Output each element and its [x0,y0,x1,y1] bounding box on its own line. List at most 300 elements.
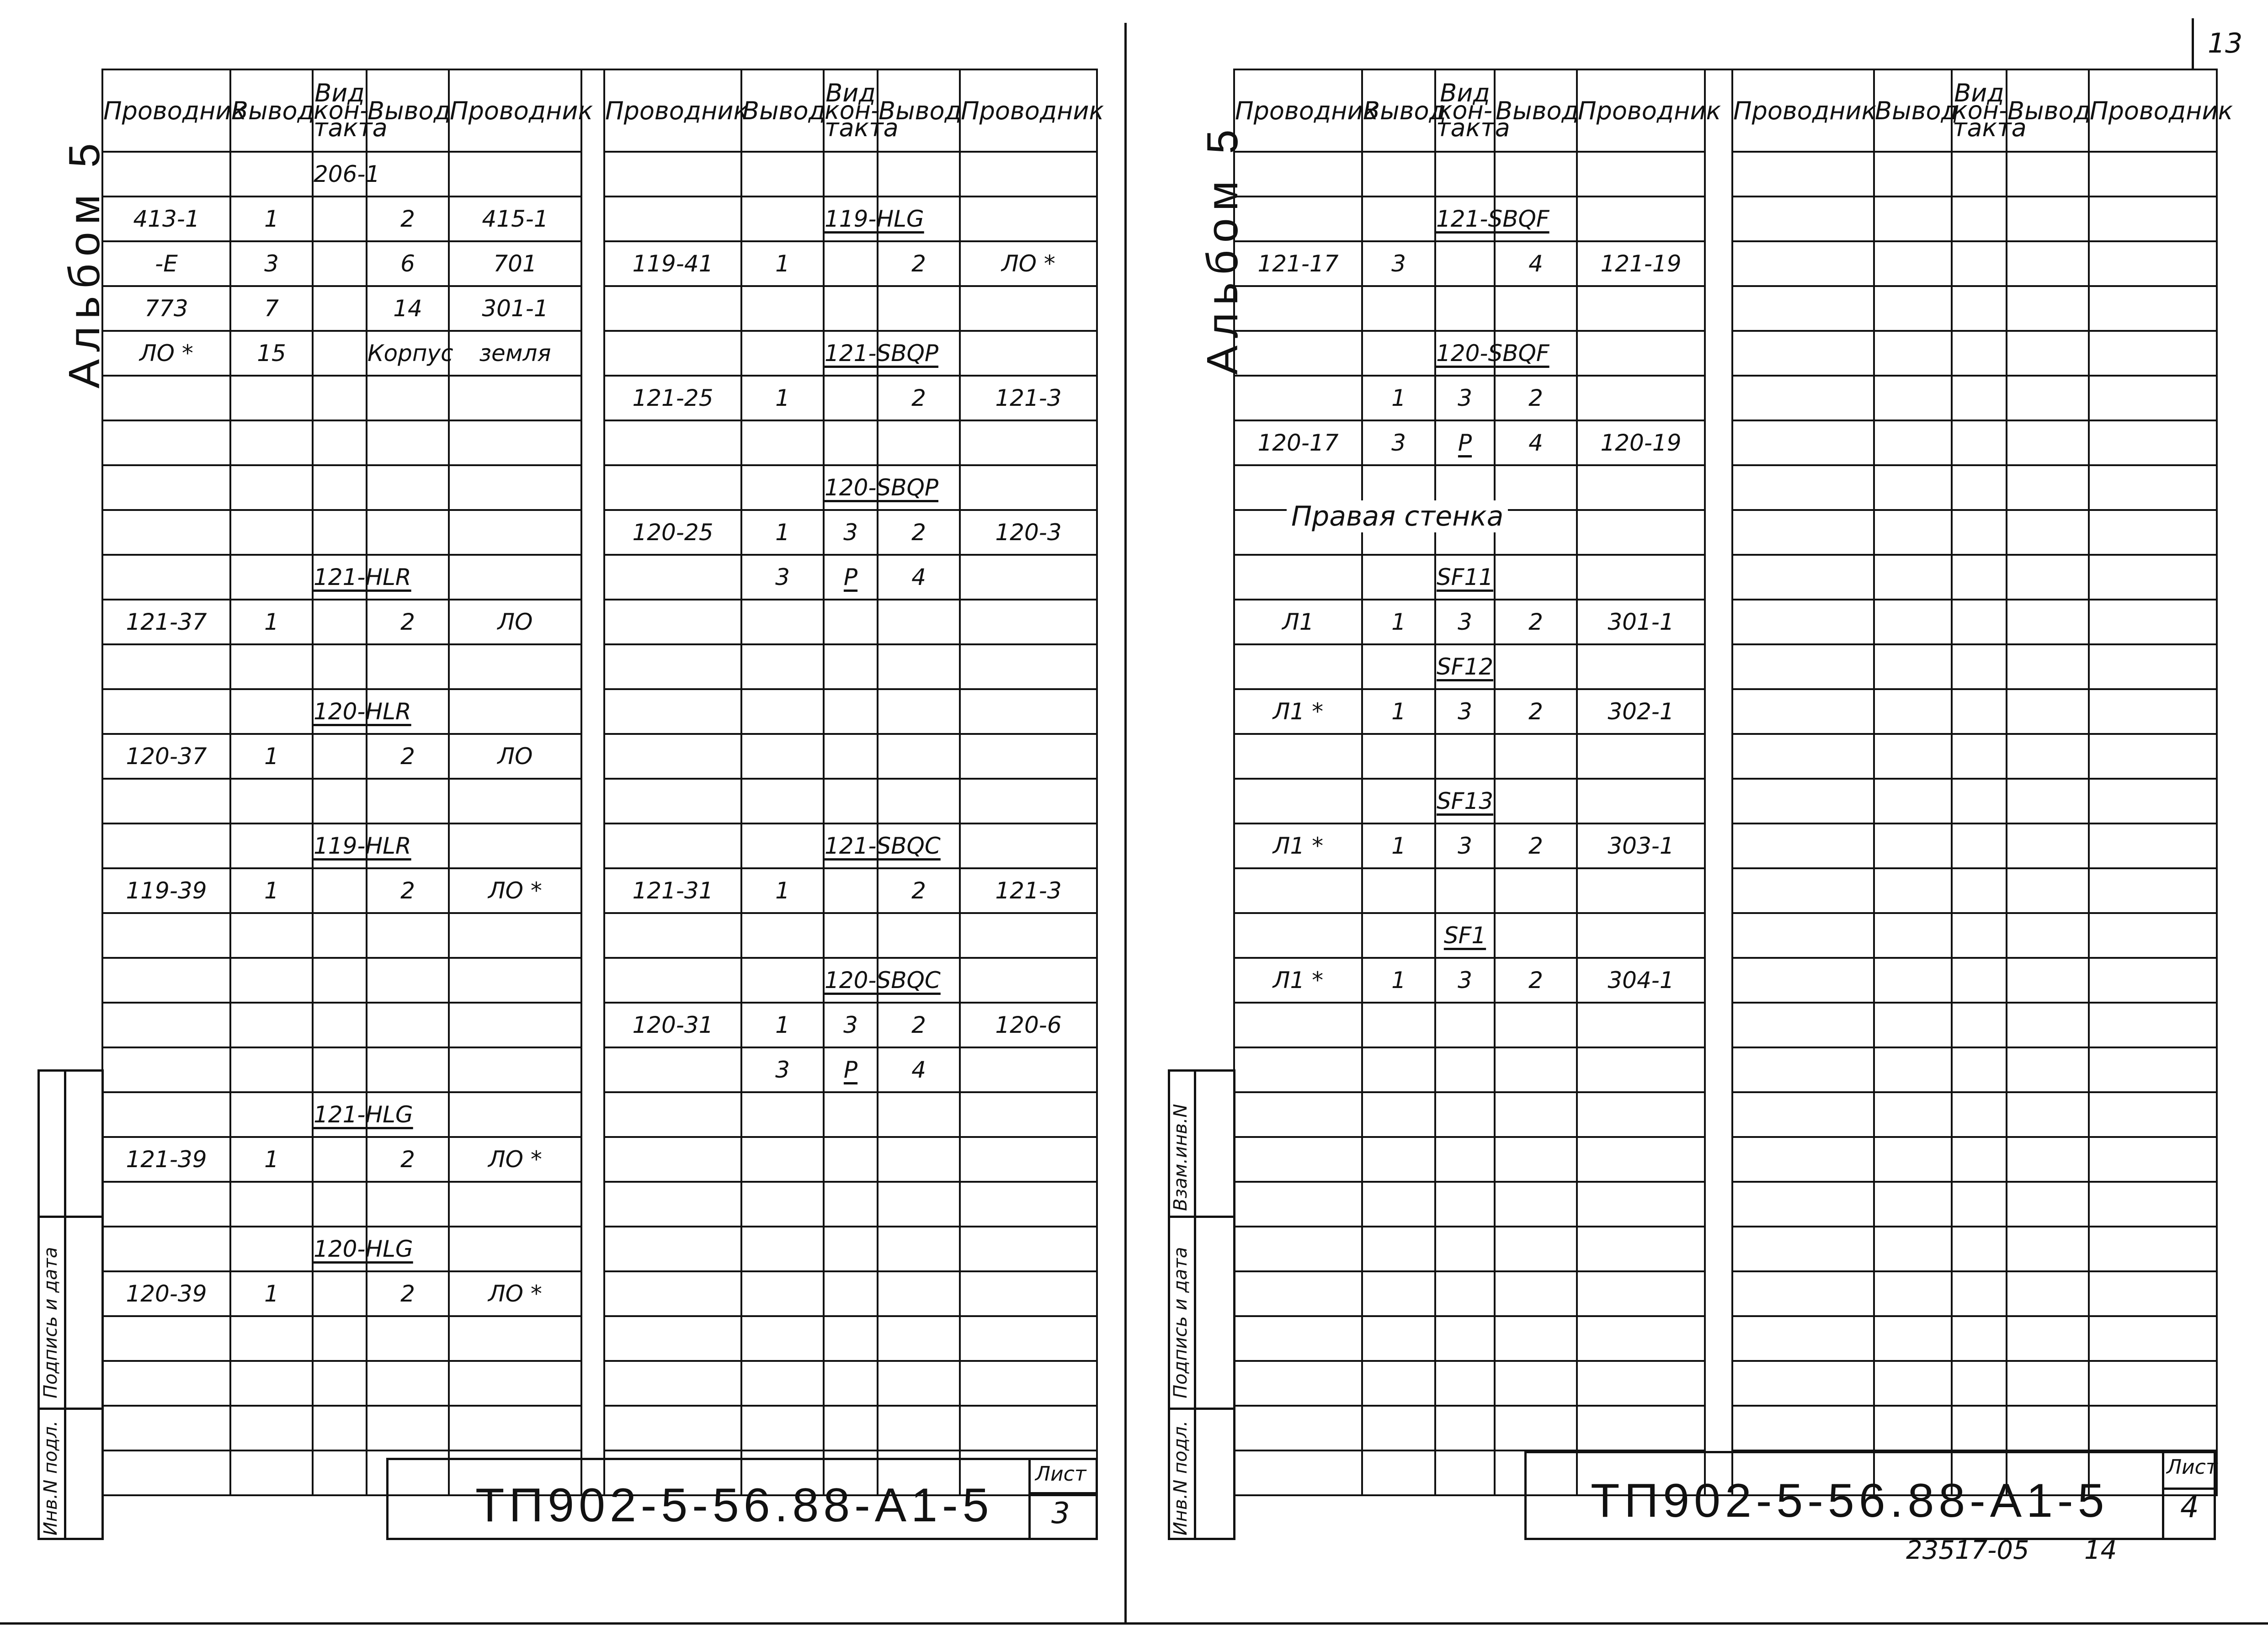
table-cell: Л1 * [1234,689,1362,734]
table-cell [604,1316,741,1361]
sheet4-header-row [1234,69,2217,152]
table-cell [1732,1137,1874,1182]
stamp-podpis-right: Подпись и дата [1170,1247,1191,1398]
table-cell [824,286,878,331]
column-header: Вид кон-такта [313,69,367,152]
table-cell [1577,465,1705,510]
table-cell [960,779,1097,824]
table-cell [1874,1361,1952,1406]
table-cell [1577,644,1705,689]
table-cell [1874,644,1952,689]
table-cell [230,1316,313,1361]
table-cell [2089,600,2217,644]
table-cell [1732,600,1874,644]
table-cell: 3 [741,555,824,600]
table-cell [878,689,960,734]
table-cell: ЛО * [449,868,581,913]
table-cell [1234,1092,1362,1137]
table-cell [1435,1271,1495,1316]
table-cell [1874,1316,1952,1361]
table-cell: 120-25 [604,510,741,555]
table-cell [1732,689,1874,734]
table-cell: 121-37 [102,600,230,644]
table-cell: 120-SBQF [1435,331,1495,376]
table-cell [1874,420,1952,465]
table-cell [1495,286,1577,331]
table-cell [1874,868,1952,913]
table-cell [604,1047,741,1092]
table-cell [102,689,230,734]
table-cell: 304-1 [1577,958,1705,1003]
table-cell: 2 [367,1137,449,1182]
table-cell [604,1406,741,1450]
page-number-mark [2192,18,2194,69]
table-cell [2089,958,2217,1003]
table-cell: 121-HLR [313,555,367,600]
table-cell [1952,241,2007,286]
table-cell [102,1316,230,1361]
table-cell [102,152,230,197]
table-cell: 4 [1495,241,1577,286]
table-cell [604,689,741,734]
table-cell [1234,1003,1362,1047]
table-cell [1495,644,1577,689]
table-cell [2007,824,2089,868]
table-cell [1234,1361,1362,1406]
table-cell [1952,1047,2007,1092]
table-cell [313,958,367,1003]
column-header: Вывод [230,69,313,152]
table-cell [878,1137,960,1182]
table-cell [878,913,960,958]
table-cell: 120-HLG [313,1227,367,1271]
table-cell [102,376,230,420]
column-header: Проводник [2089,69,2217,152]
table-cell [102,1406,230,1450]
table-cell [741,152,824,197]
table-cell: 1 [230,600,313,644]
table-cell [1577,152,1705,197]
table-cell [313,197,367,241]
table-cell [1362,1227,1435,1271]
table-cell [1577,1406,1705,1450]
sheet3-header-row [102,69,1097,152]
table-cell [741,1137,824,1182]
table-cell [1234,376,1362,420]
table-cell: 3 [230,241,313,286]
table-cell: 1 [230,868,313,913]
table-cell [313,1450,367,1495]
table-cell [2007,1092,2089,1137]
table-cell [878,1092,960,1137]
table-cell [2007,197,2089,241]
table-cell [1732,197,1874,241]
table-cell [960,1227,1097,1271]
table-cell: Л1 * [1234,824,1362,868]
table-cell [824,600,878,644]
table-cell: 120-3 [960,510,1097,555]
table-cell: 7 [230,286,313,331]
table-cell [313,331,367,376]
table-cell [449,1182,581,1227]
table-cell [313,1182,367,1227]
table-cell [1952,1137,2007,1182]
table-cell [102,1450,230,1495]
table-cell [824,1092,878,1137]
table-cell [313,465,367,510]
table-cell [1577,1182,1705,1227]
table-cell [102,1092,230,1137]
table-cell [313,644,367,689]
table-cell: 3 [1435,376,1495,420]
table-cell [2007,1406,2089,1450]
table-cell [2089,824,2217,868]
table-cell [449,913,581,958]
table-cell [102,958,230,1003]
table-cell [2007,420,2089,465]
table-cell [1435,1450,1495,1495]
table-cell [1234,1316,1362,1361]
table-cell [878,152,960,197]
table-cell [824,1271,878,1316]
table-cell [1435,734,1495,779]
table-cell [2007,958,2089,1003]
table-cell [2007,689,2089,734]
table-cell [449,689,581,734]
sheet3-doc-number: ТП902-5-56.88-А1-5 [475,1479,994,1532]
table-cell [604,331,741,376]
table-cell [1362,1047,1435,1092]
table-cell [824,1361,878,1406]
table-cell [449,465,581,510]
table-cell [2007,1316,2089,1361]
table-cell: 2 [367,197,449,241]
table-cell [604,824,741,868]
table-cell [313,1137,367,1182]
table-cell [1435,1182,1495,1227]
table-cell [230,465,313,510]
table-cell: 415-1 [449,197,581,241]
right-wall-note: Правая стенка [1287,500,1508,532]
table-cell [1234,1450,1362,1495]
table-cell [1732,1182,1874,1227]
table-cell [449,555,581,600]
table-cell [102,510,230,555]
sheet3-list-label: Лист [1035,1462,1086,1486]
table-cell [1732,420,1874,465]
table-cell [1874,465,1952,510]
table-cell: 120-SBQP [824,465,878,510]
table-cell [741,1271,824,1316]
table-cell [1435,1406,1495,1450]
table-cell [604,1271,741,1316]
table-cell: 2 [367,868,449,913]
table-cell [1952,376,2007,420]
table-cell: 120-17 [1234,420,1362,465]
table-cell [2089,913,2217,958]
table-cell: 206-1 [313,152,367,197]
table-cell [604,600,741,644]
table-cell [449,824,581,868]
table-cell [604,197,741,241]
table-cell [2007,555,2089,600]
table-cell [1362,286,1435,331]
table-cell [1732,286,1874,331]
column-header: Проводник [1234,69,1362,152]
table-cell [2089,152,2217,197]
table-cell [960,1137,1097,1182]
table-cell [741,1092,824,1137]
table-cell [1732,868,1874,913]
table-cell [2089,555,2217,600]
table-cell [960,1271,1097,1316]
table-cell: ЛО * [449,1137,581,1182]
table-cell [1495,868,1577,913]
table-cell: Л1 * [1234,958,1362,1003]
table-cell [2007,510,2089,555]
table-cell [1362,734,1435,779]
table-cell [449,1406,581,1450]
stamp-vzam: Взам.инв.N [1170,1104,1191,1211]
table-cell [2007,734,2089,779]
table-cell [1952,152,2007,197]
table-cell [2007,1271,2089,1316]
table-cell [604,1137,741,1182]
table-cell [1234,1227,1362,1271]
table-cell [313,376,367,420]
table-cell [2089,1316,2217,1361]
column-header: Вывод [878,69,960,152]
table-cell: 1 [741,1003,824,1047]
table-cell [878,1406,960,1450]
table-cell: ЛО [449,600,581,644]
table-cell: Корпус [367,331,449,376]
table-cell: Л1 [1234,600,1362,644]
table-cell [230,1450,313,1495]
table-cell [1577,1092,1705,1137]
table-cell [2089,1003,2217,1047]
column-header: Вывод [1362,69,1435,152]
table-cell [1435,1316,1495,1361]
table-cell [313,1361,367,1406]
table-cell [1495,152,1577,197]
table-cell [1952,555,2007,600]
table-cell [1874,241,1952,286]
table-cell [604,555,741,600]
table-cell [1495,779,1577,824]
table-cell [2089,689,2217,734]
table-cell [1234,152,1362,197]
table-cell [1732,152,1874,197]
table-cell [824,868,878,913]
table-cell [1435,1227,1495,1271]
table-cell: 3 [1362,420,1435,465]
table-cell [449,1047,581,1092]
table-cell [1874,510,1952,555]
table-cell [1435,241,1495,286]
table-cell [1495,1047,1577,1092]
table-cell [2089,644,2217,689]
table-cell [1952,644,2007,689]
table-cell [2089,420,2217,465]
table-cell [741,286,824,331]
table-cell [604,1182,741,1227]
table-cell [741,1361,824,1406]
table-cell [1234,779,1362,824]
column-header: Проводник [960,69,1097,152]
table-cell [102,644,230,689]
table-cell: 3 [824,1003,878,1047]
table-cell: 2 [367,600,449,644]
table-cell [960,1316,1097,1361]
table-cell [1952,868,2007,913]
table-cell [102,555,230,600]
table-cell [1874,1137,1952,1182]
table-cell [824,152,878,197]
table-cell [960,1182,1097,1227]
table-cell [1577,510,1705,555]
table-cell [313,286,367,331]
table-cell [1732,510,1874,555]
table-cell [449,1003,581,1047]
table-cell: 2 [878,376,960,420]
table-cell [960,331,1097,376]
table-cell [1874,197,1952,241]
table-cell: 2 [367,1271,449,1316]
table-cell [1577,1137,1705,1182]
table-cell [604,420,741,465]
table-cell [1577,286,1705,331]
table-cell [367,1361,449,1406]
table-cell [1577,734,1705,779]
table-cell [1435,1361,1495,1406]
table-cell: 701 [449,241,581,286]
table-cell [230,152,313,197]
table-cell [1732,1047,1874,1092]
table-cell [230,376,313,420]
table-cell [1732,1316,1874,1361]
table-cell [2089,1182,2217,1227]
table-cell: 3 [1435,600,1495,644]
table-cell [1435,1047,1495,1092]
table-cell [1234,1047,1362,1092]
table-cell: 119-41 [604,241,741,286]
table-cell [960,913,1097,958]
table-cell [313,1271,367,1316]
table-cell [2007,376,2089,420]
table-cell [1952,1003,2007,1047]
table-cell [1495,734,1577,779]
table-cell [313,1316,367,1361]
table-cell [1874,1271,1952,1316]
table-cell [313,420,367,465]
sheet4-wiring-table [1233,69,2233,1496]
table-cell [960,600,1097,644]
table-cell [2089,376,2217,420]
column-header: Проводник [1577,69,1705,152]
table-cell [102,1182,230,1227]
table-cell [230,555,313,600]
table-cell [741,1182,824,1227]
table-cell [1952,510,2007,555]
sheet4-list-number: 4 [2180,1491,2199,1525]
table-cell [449,958,581,1003]
table-cell [878,644,960,689]
table-cell [2007,644,2089,689]
table-cell: P [824,1047,878,1092]
table-cell: 120-HLR [313,689,367,734]
footer-code-2: 14 [2084,1535,2117,1565]
table-cell [824,1406,878,1450]
table-cell [741,824,824,868]
table-cell [1577,868,1705,913]
table-cell [367,1406,449,1450]
table-cell [449,644,581,689]
table-cell [1234,555,1362,600]
table-cell [1577,331,1705,376]
table-cell [1577,1316,1705,1361]
table-cell: 1 [230,1271,313,1316]
column-header: Вид кон-такта [1435,69,1495,152]
table-cell [367,465,449,510]
table-cell [2007,152,2089,197]
table-cell [878,779,960,824]
table-cell [960,286,1097,331]
table-cell: 3 [1435,689,1495,734]
table-cell [1495,1316,1577,1361]
table-cell: 302-1 [1577,689,1705,734]
table-cell [449,510,581,555]
column-header: Вывод [741,69,824,152]
table-cell: 119-39 [102,868,230,913]
table-cell: 121-SBQF [1435,197,1495,241]
table-cell [102,1047,230,1092]
table-cell [2007,465,2089,510]
table-cell: 1 [1362,600,1435,644]
table-cell [1952,1227,2007,1271]
table-cell [824,913,878,958]
table-cell [449,1316,581,1361]
table-cell [2007,868,2089,913]
table-cell: 121-39 [102,1137,230,1182]
table-cell [1577,1047,1705,1092]
table-cell [878,1182,960,1227]
table-cell [824,1182,878,1227]
table-cell [102,779,230,824]
table-cell [1874,1092,1952,1137]
table-cell [2089,510,2217,555]
table-cell [960,824,1097,868]
sheet3-list-number: 3 [1051,1497,1070,1530]
table-cell [824,1316,878,1361]
table-cell [2089,1271,2217,1316]
table-cell [1732,1227,1874,1271]
table-cell [230,1227,313,1271]
table-cell [604,1092,741,1137]
table-cell [2089,1406,2217,1450]
table-cell [367,420,449,465]
table-cell [2007,913,2089,958]
table-cell [1952,420,2007,465]
column-header: Проводник [604,69,741,152]
table-cell [230,1406,313,1450]
table-cell: 413-1 [102,197,230,241]
table-cell [1874,913,1952,958]
table-cell [1362,868,1435,913]
table-cell [1874,1227,1952,1271]
table-cell [960,689,1097,734]
table-cell [2089,1227,2217,1271]
